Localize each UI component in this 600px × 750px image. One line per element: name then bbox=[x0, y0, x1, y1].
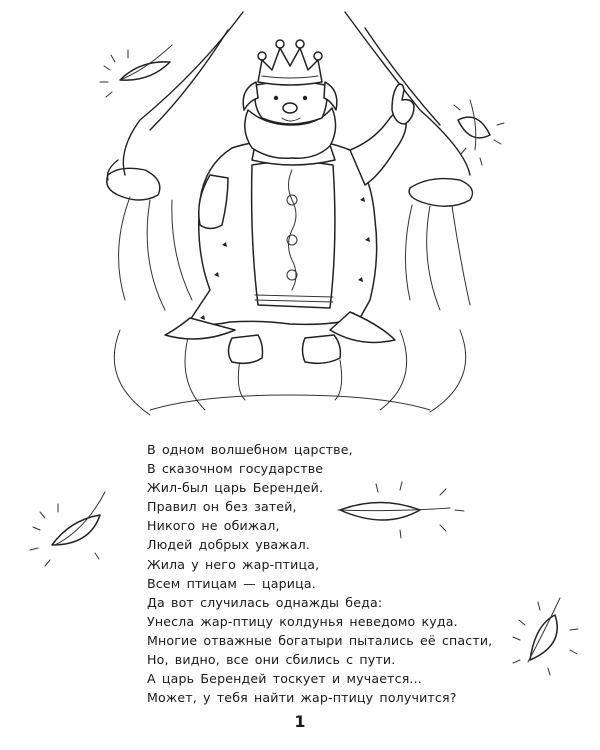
poem-line: Жил-был царь Берендей. bbox=[147, 480, 324, 496]
feather-icon bbox=[513, 598, 578, 675]
poem-line: Может, у тебя найти жар-птицу получится? bbox=[147, 690, 457, 706]
poem-line: Никого не обижал, bbox=[147, 518, 280, 534]
king-figure bbox=[165, 82, 414, 364]
poem-line: Но, видно, все они сбились с пути. bbox=[147, 652, 396, 668]
poem-line: Жила у него жар-птица, bbox=[147, 556, 320, 572]
feather-icon bbox=[100, 45, 172, 97]
page-number: 1 bbox=[294, 712, 306, 731]
poem-line: А царь Берендей тоскует и мучается... bbox=[147, 671, 422, 687]
feather-icon bbox=[30, 492, 105, 566]
crown-icon bbox=[258, 40, 322, 85]
poem-line: Всем птицам — царица. bbox=[147, 575, 316, 591]
poem-line: В одном волшебном царстве, bbox=[147, 442, 353, 457]
poem-line: Правил он без затей, bbox=[147, 499, 297, 515]
poem-text bbox=[147, 440, 493, 707]
poem-line: Унесла жар-птицу колдунья неведомо куда. bbox=[147, 613, 458, 629]
poem-line: Людей добрых уважал. bbox=[147, 537, 310, 553]
poem-line: Многие отважные богатыри пытались её спасти, bbox=[147, 632, 493, 648]
stage-floor bbox=[114, 330, 465, 415]
poem-line: Да вот случилась однажды беда: bbox=[147, 594, 383, 610]
poem-line: В сказочном государстве bbox=[147, 461, 324, 477]
